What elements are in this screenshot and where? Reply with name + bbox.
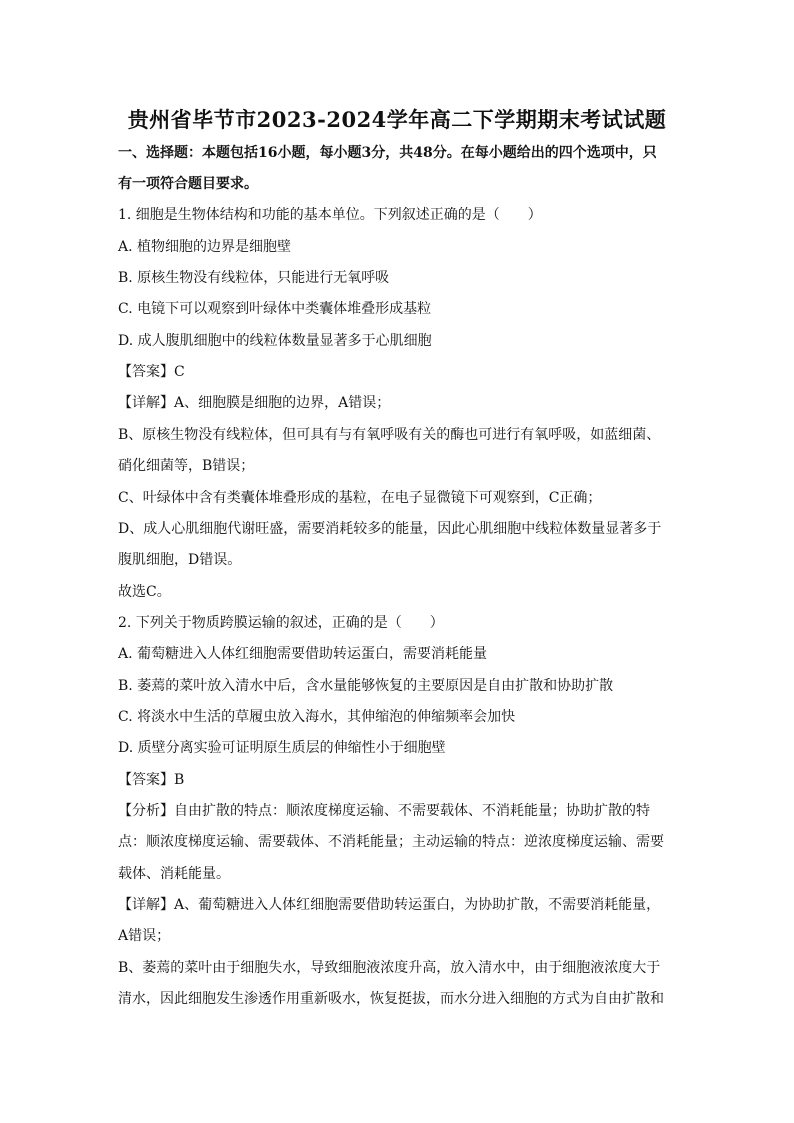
question-1-explanation-line: C、叶绿体中含有类囊体堆叠形成的基粒，在电子显微镜下可观察到，C正确； [118, 490, 602, 506]
question-2-explanation-line: A错误； [118, 928, 171, 944]
question-2-answer: 【答案】B [118, 772, 185, 788]
section-heading-line-2: 有一项符合题目要求。 [118, 176, 258, 192]
question-1-option-b: B. 原核生物没有线粒体，只能进行无氧呼吸 [118, 270, 390, 286]
question-1-conclusion: 故选C。 [118, 584, 171, 600]
question-1-explanation-line: 腹肌细胞，D错误。 [118, 552, 242, 568]
question-1-answer: 【答案】C [118, 364, 185, 380]
question-1-stem: 1. 细胞是生物体结构和功能的基本单位。下列叙述正确的是（ ） [118, 207, 542, 223]
section-heading-line-1: 一、选择题：本题包括16小题，每小题3分，共48分。在每小题给出的四个选项中，只 [118, 145, 657, 161]
question-2-stem: 2. 下列关于物质跨膜运输的叙述，正确的是（ ） [118, 615, 444, 631]
question-2-option-a: A. 葡萄糖进入人体红细胞需要借助转运蛋白，需要消耗能量 [118, 646, 488, 662]
question-1-explanation-line: B、原核生物没有线粒体，但可具有与有氧呼吸有关的酶也可进行有氧呼吸，如蓝细菌、 [118, 427, 661, 443]
question-2-analysis-line: 【分析】自由扩散的特点：顺浓度梯度运输、不需要载体、不消耗能量；协助扩散的特 [118, 803, 650, 819]
question-1-option-d: D. 成人腹肌细胞中的线粒体数量显著多于心肌细胞 [118, 333, 432, 349]
question-2-analysis-line: 点：顺浓度梯度运输、需要载体、不消耗能量；主动运输的特点：逆浓度梯度运输、需要 [118, 834, 664, 850]
question-2-explanation-line: 清水，因此细胞发生渗透作用重新吸水，恢复挺拔，而水分进入细胞的方式为自由扩散和 [118, 991, 664, 1007]
question-1-explanation-line: 硝化细菌等，B错误； [118, 458, 255, 474]
question-2-option-b: B. 萎蔫的菜叶放入清水中后，含水量能够恢复的主要原因是自由扩散和协助扩散 [118, 678, 614, 694]
question-1-option-c: C. 电镜下可以观察到叶绿体中类囊体堆叠形成基粒 [118, 301, 432, 317]
question-1-explanation-line: D、成人心肌细胞代谢旺盛，需要消耗较多的能量，因此心肌细胞中线粒体数量显著多于 [118, 521, 662, 537]
question-2-explanation-line: 【详解】A、葡萄糖进入人体红细胞需要借助转运蛋白，为协助扩散，不需要消耗能量， [118, 897, 661, 913]
page-title: 贵州省毕节市2023-2024学年高二下学期期末考试试题 [127, 107, 667, 132]
question-2-option-d: D. 质壁分离实验可证明原生质层的伸缩性小于细胞壁 [118, 740, 446, 756]
question-2-option-c: C. 将淡水中生活的草履虫放入海水，其伸缩泡的伸缩频率会加快 [118, 709, 516, 725]
question-2-analysis-line: 载体、消耗能量。 [118, 866, 230, 882]
question-2-explanation-line: B、萎蔫的菜叶由于细胞失水，导致细胞液浓度升高，放入清水中，由于细胞液浓度大于 [118, 960, 661, 976]
question-1-option-a: A. 植物细胞的边界是细胞壁 [118, 239, 292, 255]
question-1-explanation-line: 【详解】A、细胞膜是细胞的边界，A错误； [118, 395, 391, 411]
